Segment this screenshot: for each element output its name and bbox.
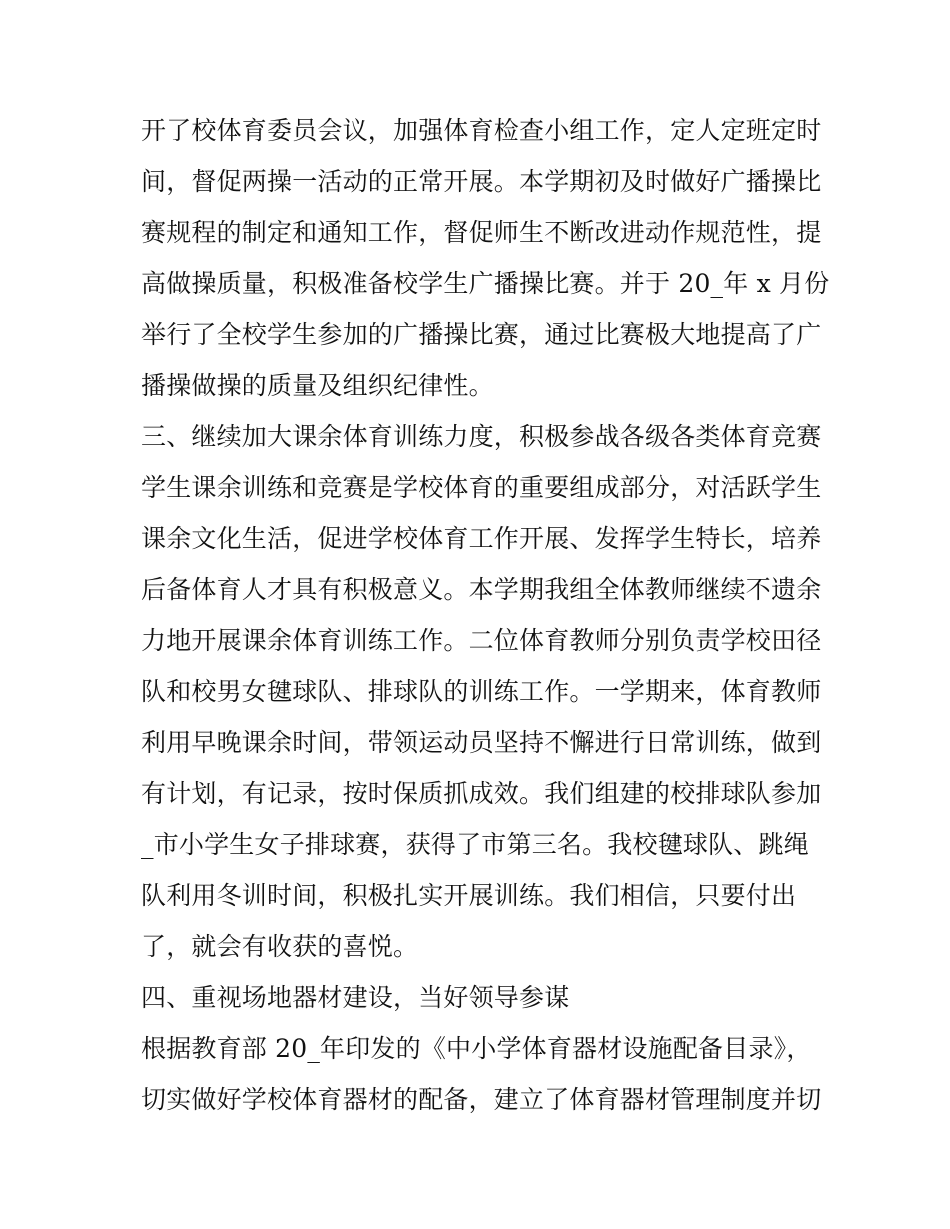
text-line: 高做操质量，积极准备校学生广播操比赛。并于 20_年 x 月份 [141,269,830,298]
text-line: 开了校体育委员会议，加强体育检查小组工作，定人定班定时 [141,116,822,145]
section-heading: 三、继续加大课余体育训练力度，积极参战各级各类体育竞赛 [141,422,822,451]
text-line: 有计划，有记录，按时保质抓成效。我们组建的校排球队参加 [141,779,822,808]
document-body [141,105,830,1125]
text-line: 间，督促两操一活动的正常开展。本学期初及时做好广播操比 [141,167,822,196]
text-line: 赛规程的制定和通知工作，督促师生不断改进动作规范性，提 [141,218,822,247]
text-line: 队和校男女毽球队、排球队的训练工作。一学期来，体育教师 [141,677,822,706]
text-line: 后备体育人才具有积极意义。本学期我组全体教师继续不遗余 [141,575,822,604]
text-line: _市小学生女子排球赛，获得了市第三名。我校毽球队、跳绳 [141,830,809,859]
text-line: 切实做好学校体育器材的配备，建立了体育器材管理制度并切 [141,1085,822,1114]
text-line: 播操做操的质量及组织纪律性。 [141,371,494,400]
text-line: 利用早晚课余时间，带领运动员坚持不懈进行日常训练，做到 [141,728,822,757]
text-line: 根据教育部 20_年印发的《中小学体育器材设施配备目录》， [141,1034,812,1063]
text-line: 学生课余训练和竞赛是学校体育的重要组成部分，对活跃学生 [141,473,822,502]
section-heading: 四、重视场地器材建设，当好领导参谋 [141,983,570,1012]
text-line: 课余文化生活，促进学校体育工作开展、发挥学生特长，培养 [141,524,822,553]
text-line: 队利用冬训时间，积极扎实开展训练。我们相信，只要付出 [141,881,797,910]
text-line: 举行了全校学生参加的广播操比赛，通过比赛极大地提高了广 [141,320,822,349]
text-line: 力地开展课余体育训练工作。二位体育教师分别负责学校田径 [141,626,822,655]
text-line: 了，就会有收获的喜悦。 [141,932,419,961]
